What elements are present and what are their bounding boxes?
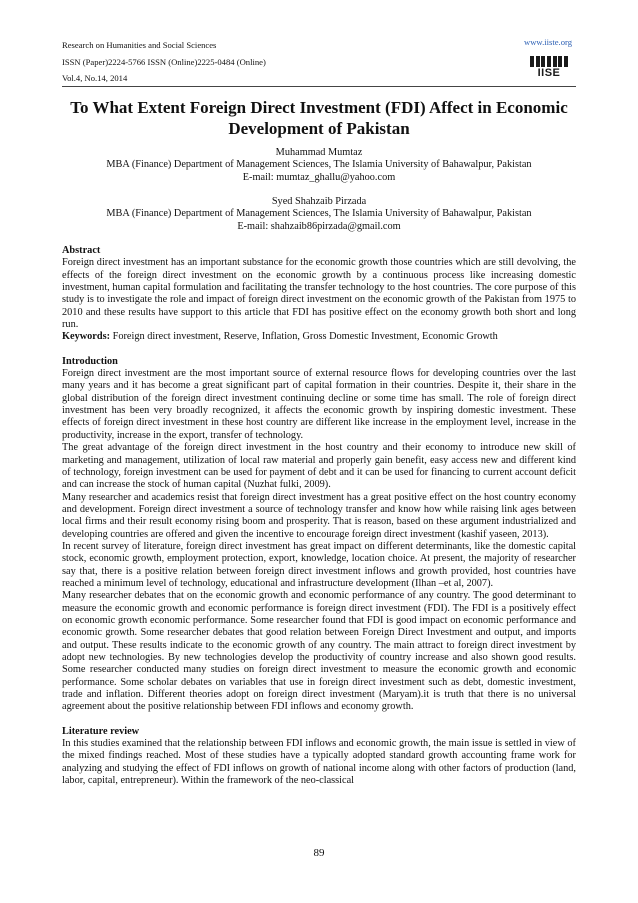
author-block-1	[62, 147, 576, 184]
author-name: Muhammad Mumtaz	[275, 147, 363, 158]
journal-name: Research on Humanities and Social Sciences	[62, 40, 217, 50]
author-name: Syed Shahzaib Pirzada	[271, 196, 367, 207]
literature-paragraph: In this studies examined that the relationship between FDI inflows and economic growth, the main issue is settled in view of the mixed findings reached. Most of these studies have a typically adopted standard growth accounting frame work for analyzing and studying the effect of FDI inflows on growth of national income along with other factors of production (land, labor, capital, entrepreneur). Within the framework of the neo-classical	[62, 738, 576, 787]
journal-header	[62, 37, 266, 87]
literature-heading: Literature review	[62, 725, 140, 737]
abstract-text: Foreign direct investment has an important substance for the economic growth those countries which are still devolving, the effects of the foreign direct investment on the economic growth by a continuous process like increasing domestic investment, human capital formulation and facilitating the transfer technology to the host countries. The core purpose of this study is to investigate the role and impact of foreign direct investment on the economic growth of the Pakistan from 1975 to 2010 and these results have support to this article that FDI has positive effect on the economy growth both short and long run.	[62, 257, 576, 331]
paper-body	[62, 245, 576, 787]
journal-url-link[interactable]: www.iiste.org	[524, 37, 572, 47]
introduction-heading: Introduction	[62, 355, 118, 367]
intro-paragraph: The great advantage of the foreign direct investment in the host country and their economy to introduce new skill of marketing and management, utilization of local raw material and properly gain benefit, easy access new and different kind of technology, foreign investment can be used for payment of debt and it can be used for financing to current account deficit and can increase the stock of human capital (Nuzhat fulki, 2009).	[62, 442, 576, 491]
keywords-text: Foreign direct investment, Reserve, Inflation, Gross Domestic Investment, Economic Growth	[112, 331, 498, 343]
abstract-heading: Abstract	[62, 245, 101, 256]
author-email: E-mail: shahzaib86pirzada@gmail.com	[237, 220, 401, 232]
paper-title: To What Extent Foreign Direct Investment (FDI) Affect in Economic Development of Pakistan	[70, 98, 568, 138]
author-block-2	[62, 196, 576, 233]
logo-text: IISE	[537, 67, 561, 79]
intro-paragraph: Many researcher debates that on the economic growth and economic performance of any country. The good determinant to measure the economic growth and economic performance is foreign direct investment (FDI). The FDI is a positively effect on economic growth economic performance. Some researcher found that FDI is good impact on economic performance and economic growth. Some researcher debates that good relation between Foreign Direct Investment and output, and imports and output. These results indicate to the economic growth of any country. The main attract to foreign direct investment by adopt new technologies. By new technologies develop the productivity of country increase and also shown good results. Some researcher conducted many studies on foreign direct investment to measure the economic growth and economic performance. Some scholar debates on variables that use in foreign direct investment such as debt, domestic investment, trade and inflation. Different theories adopt on foreign direct investment (Maryam).it is truth that there is no universal agreement about the positive relationship between FDI inflows and economy growth.	[62, 590, 576, 713]
iiste-logo	[530, 56, 568, 80]
header-divider	[62, 86, 576, 87]
journal-issn: ISSN (Paper)2224-5766 ISSN (Online)2225-0484 (Online)	[62, 56, 266, 67]
page-number: 89	[313, 847, 325, 859]
logo-bars-icon	[530, 56, 568, 67]
author-affiliation: MBA (Finance) Department of Management Sciences, The Islamia University of Bahawalpur, Pakistan	[106, 159, 532, 171]
intro-paragraph: In recent survey of literature, foreign direct investment has great impact on different determinants, like the domestic capital stock, economic growth, employment protection, export, knowledge, location choice. At present, the majority of researcher say that, there is a positive relation between foreign direct investment inflows and growth provided, host countries have reached a minimum level of technology, educational and infrastructure development (Ilhan –et al, 2007).	[62, 540, 576, 589]
author-affiliation: MBA (Finance) Department of Management Sciences, The Islamia University of Bahawalpur, Pakistan	[106, 208, 532, 220]
intro-paragraph: Foreign direct investment are the most important source of external resource flows for developing countries over the last many years and it has become a great significant part of capital formation in their countries. Despite it, their share in the global distribution of the foreign direct investment continuing decline or some time has small. The role of foreign direct investment has been very broadly recognized, it affects the economic growth by inspiring domestic investment. These effects of foreign direct investment in these host country are different like increase in the employment level, increase in the productivity, increase in the export, transfer of technology.	[62, 368, 576, 441]
author-email: E-mail: mumtaz_ghallu@yahoo.com	[242, 171, 396, 183]
keywords-line	[62, 331, 576, 343]
intro-paragraph: Many researcher and academics resist that foreign direct investment has a great positive effect on the host country economy and development. Foreign direct investment a source of technology transfer and know how while raising link ages between local firms and their result economy rising boom and prosperity. That is reason, based on these argument industrialized and developing countries are offered and given the incentive to encourage foreign direct investment (kashif yaseen, 2013).	[62, 491, 576, 540]
keywords-label: Keywords:	[62, 331, 111, 343]
journal-volume: Vol.4, No.14, 2014	[62, 73, 128, 83]
